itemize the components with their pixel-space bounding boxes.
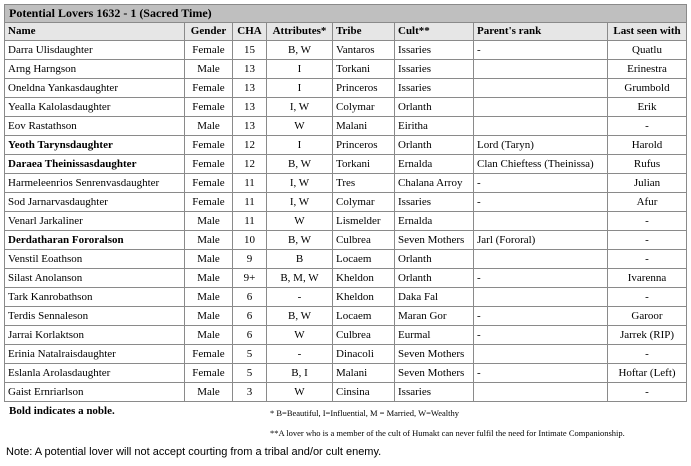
cell-cult: Maran Gor (395, 307, 474, 326)
cell-parent-rank: Lord (Taryn) (474, 136, 608, 155)
cell-gender: Female (185, 155, 233, 174)
cell-gender: Male (185, 60, 233, 79)
table-row (5, 193, 687, 212)
cell-cult: Issaries (395, 193, 474, 212)
cell-name: Terdis Sennaleson (5, 307, 185, 326)
cell-parent-rank (474, 345, 608, 364)
cell-tribe: Culbrea (333, 231, 395, 250)
cell-cha: 5 (233, 345, 267, 364)
cell-cult: Issaries (395, 60, 474, 79)
cell-parent-rank: Clan Chieftess (Theinissa) (474, 155, 608, 174)
cell-gender: Female (185, 136, 233, 155)
cell-name: Yealla Kalolasdaughter (5, 98, 185, 117)
cell-last-seen: Rufus (608, 155, 687, 174)
cell-last-seen: Garoor (608, 307, 687, 326)
cell-last-seen: Erik (608, 98, 687, 117)
bold-noble-note: Bold indicates a noble. (9, 405, 115, 417)
cell-attributes: B, W (267, 307, 333, 326)
cell-attributes: I, W (267, 193, 333, 212)
cell-attributes: - (267, 345, 333, 364)
cell-gender: Male (185, 212, 233, 231)
header-cha: CHA (233, 23, 267, 41)
cell-cult: Seven Mothers (395, 364, 474, 383)
cell-attributes: W (267, 326, 333, 345)
cell-cha: 9+ (233, 269, 267, 288)
document (4, 4, 686, 460)
header-parent-rank: Parent's rank (474, 23, 608, 41)
cell-tribe: Cinsina (333, 383, 395, 402)
cell-name: Eov Rastathson (5, 117, 185, 136)
table-row (5, 136, 687, 155)
cell-last-seen: Julian (608, 174, 687, 193)
cell-last-seen: Grumbold (608, 79, 687, 98)
cell-gender: Female (185, 98, 233, 117)
table-title: Potential Lovers 1632 - 1 (Sacred Time) (5, 5, 687, 23)
cell-last-seen: Erinestra (608, 60, 687, 79)
cell-last-seen: - (608, 231, 687, 250)
cell-attributes: I (267, 79, 333, 98)
cell-cha: 15 (233, 41, 267, 60)
table-row (5, 212, 687, 231)
cell-cha: 11 (233, 174, 267, 193)
cell-tribe: Torkani (333, 155, 395, 174)
potential-lovers-table (4, 4, 687, 402)
cell-name: Arng Harngson (5, 60, 185, 79)
cell-attributes: I (267, 136, 333, 155)
table-row (5, 250, 687, 269)
cell-last-seen: Jarrek (RIP) (608, 326, 687, 345)
cell-parent-rank: - (474, 174, 608, 193)
footnote-attributes: * B=Beautiful, I=Influential, M = Married, W=Wealthy (270, 408, 459, 418)
cell-tribe: Colymar (333, 98, 395, 117)
cell-attributes: B, W (267, 231, 333, 250)
table-row (5, 117, 687, 136)
cell-gender: Male (185, 117, 233, 136)
cell-parent-rank (474, 98, 608, 117)
cell-name: Yeoth Tarynsdaughter (5, 136, 185, 155)
table-row (5, 307, 687, 326)
cell-parent-rank (474, 212, 608, 231)
cell-name: Daraea Theinissasdaughter (5, 155, 185, 174)
cell-cult: Orlanth (395, 250, 474, 269)
cell-cha: 13 (233, 60, 267, 79)
cell-cha: 11 (233, 212, 267, 231)
cell-cha: 13 (233, 98, 267, 117)
cell-tribe: Culbrea (333, 326, 395, 345)
cell-gender: Male (185, 307, 233, 326)
cell-parent-rank: Jarl (Fororal) (474, 231, 608, 250)
cell-parent-rank (474, 383, 608, 402)
cell-last-seen: - (608, 250, 687, 269)
cell-tribe: Locaem (333, 250, 395, 269)
header-cult: Cult** (395, 23, 474, 41)
cell-tribe: Tres (333, 174, 395, 193)
cell-cult: Issaries (395, 383, 474, 402)
cell-last-seen: - (608, 383, 687, 402)
cell-gender: Female (185, 41, 233, 60)
cell-last-seen: - (608, 345, 687, 364)
cell-cult: Issaries (395, 41, 474, 60)
cell-name: Tark Kanrobathson (5, 288, 185, 307)
cell-tribe: Kheldon (333, 269, 395, 288)
cell-tribe: Torkani (333, 60, 395, 79)
cell-name: Oneldna Yankasdaughter (5, 79, 185, 98)
cell-cult: Eiritha (395, 117, 474, 136)
cell-last-seen: Ivarenna (608, 269, 687, 288)
table-row (5, 288, 687, 307)
cell-attributes: W (267, 383, 333, 402)
cell-tribe: Dinacoli (333, 345, 395, 364)
notes-area (4, 402, 686, 460)
cell-gender: Male (185, 383, 233, 402)
cell-last-seen: - (608, 117, 687, 136)
table-row (5, 326, 687, 345)
cell-tribe: Kheldon (333, 288, 395, 307)
cell-parent-rank (474, 117, 608, 136)
cell-gender: Female (185, 364, 233, 383)
cell-last-seen: - (608, 288, 687, 307)
cell-parent-rank (474, 288, 608, 307)
cell-attributes: B (267, 250, 333, 269)
cell-attributes: B, W (267, 41, 333, 60)
cell-tribe: Lismelder (333, 212, 395, 231)
cell-attributes: W (267, 117, 333, 136)
cell-tribe: Malani (333, 117, 395, 136)
cell-parent-rank: - (474, 269, 608, 288)
cell-name: Darra Ulisdaughter (5, 41, 185, 60)
cell-cha: 12 (233, 136, 267, 155)
cell-cult: Seven Mothers (395, 231, 474, 250)
cell-cha: 6 (233, 288, 267, 307)
cell-parent-rank (474, 60, 608, 79)
cell-last-seen: Hoftar (Left) (608, 364, 687, 383)
cell-attributes: I, W (267, 98, 333, 117)
table-row (5, 79, 687, 98)
cell-cult: Orlanth (395, 269, 474, 288)
cell-attributes: B, I (267, 364, 333, 383)
cell-cha: 5 (233, 364, 267, 383)
table-row (5, 174, 687, 193)
cell-cha: 13 (233, 117, 267, 136)
cell-attributes: W (267, 212, 333, 231)
cell-cha: 11 (233, 193, 267, 212)
cell-gender: Female (185, 193, 233, 212)
cell-last-seen: - (608, 212, 687, 231)
cell-cult: Eurmal (395, 326, 474, 345)
cell-gender: Male (185, 231, 233, 250)
cell-parent-rank: - (474, 41, 608, 60)
cell-tribe: Vantaros (333, 41, 395, 60)
cell-gender: Male (185, 326, 233, 345)
cell-cha: 13 (233, 79, 267, 98)
table-row (5, 41, 687, 60)
cell-attributes: I, W (267, 174, 333, 193)
cell-last-seen: Harold (608, 136, 687, 155)
cell-name: Jarrai Korlaktson (5, 326, 185, 345)
cell-cult: Seven Mothers (395, 345, 474, 364)
cell-attributes: - (267, 288, 333, 307)
table-row (5, 345, 687, 364)
header-gender: Gender (185, 23, 233, 41)
cell-tribe: Princeros (333, 79, 395, 98)
footnote-cult: **A lover who is a member of the cult of Humakt can never fulfil the need for Intimate Companionship. (270, 428, 625, 438)
cell-attributes: B, W (267, 155, 333, 174)
header-attributes: Attributes* (267, 23, 333, 41)
cell-cha: 10 (233, 231, 267, 250)
header-name: Name (5, 23, 185, 41)
courting-note: Note: A potential lover will not accept courting from a tribal and/or cult enemy. (6, 446, 382, 458)
cell-last-seen: Quatlu (608, 41, 687, 60)
table-row (5, 231, 687, 250)
cell-attributes: I (267, 60, 333, 79)
cell-cult: Issaries (395, 79, 474, 98)
cell-name: Silast Anolanson (5, 269, 185, 288)
table-row (5, 364, 687, 383)
cell-cha: 6 (233, 307, 267, 326)
cell-gender: Male (185, 250, 233, 269)
cell-attributes: B, M, W (267, 269, 333, 288)
cell-name: Venarl Jarkaliner (5, 212, 185, 231)
header-last-seen: Last seen with (608, 23, 687, 41)
cell-parent-rank (474, 250, 608, 269)
cell-gender: Male (185, 288, 233, 307)
table-row (5, 383, 687, 402)
cell-cult: Ernalda (395, 155, 474, 174)
cell-parent-rank: - (474, 307, 608, 326)
cell-cha: 9 (233, 250, 267, 269)
cell-name: Erinia Natalraisdaughter (5, 345, 185, 364)
cell-cha: 6 (233, 326, 267, 345)
cell-gender: Female (185, 174, 233, 193)
cell-tribe: Princeros (333, 136, 395, 155)
cell-cha: 12 (233, 155, 267, 174)
cell-name: Gaist Ernriarlson (5, 383, 185, 402)
cell-parent-rank: - (474, 326, 608, 345)
cell-tribe: Colymar (333, 193, 395, 212)
table-row (5, 60, 687, 79)
cell-cult: Orlanth (395, 136, 474, 155)
header-row (5, 23, 687, 41)
cell-name: Harmeleenrios Senrenvasdaughter (5, 174, 185, 193)
table-row (5, 155, 687, 174)
cell-gender: Female (185, 79, 233, 98)
cell-parent-rank (474, 79, 608, 98)
cell-cha: 3 (233, 383, 267, 402)
cell-name: Venstil Eoathson (5, 250, 185, 269)
cell-cult: Ernalda (395, 212, 474, 231)
table-row (5, 98, 687, 117)
cell-name: Sod Jarnarvasdaughter (5, 193, 185, 212)
cell-gender: Male (185, 269, 233, 288)
cell-cult: Daka Fal (395, 288, 474, 307)
header-tribe: Tribe (333, 23, 395, 41)
cell-gender: Female (185, 345, 233, 364)
cell-cult: Chalana Arroy (395, 174, 474, 193)
cell-tribe: Locaem (333, 307, 395, 326)
cell-cult: Orlanth (395, 98, 474, 117)
cell-tribe: Malani (333, 364, 395, 383)
cell-name: Derdatharan Fororalson (5, 231, 185, 250)
table-row (5, 269, 687, 288)
cell-parent-rank: - (474, 193, 608, 212)
cell-last-seen: Afur (608, 193, 687, 212)
cell-name: Eslanla Arolasdaughter (5, 364, 185, 383)
cell-parent-rank: - (474, 364, 608, 383)
